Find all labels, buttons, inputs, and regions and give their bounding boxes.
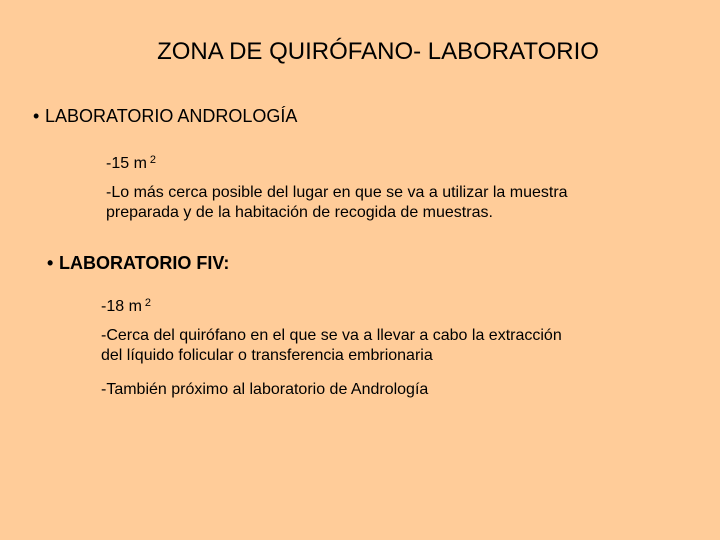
section-heading-text: LABORATORIO ANDROLOGÍA: [45, 106, 298, 126]
section-heading-text: LABORATORIO FIV:: [59, 253, 230, 273]
area-superscript: 2: [149, 154, 157, 166]
section-andrologia-area: [106, 150, 156, 174]
section-andrologia-heading: [33, 104, 297, 128]
bullet-dot: •: [47, 253, 54, 273]
area-value: -18 m: [101, 298, 142, 315]
point-line: del líquido folicular o transferencia embrionaria: [101, 347, 433, 364]
bullet-dot: •: [33, 106, 40, 126]
section-fiv-point: [101, 380, 428, 400]
section-andrologia-point: [106, 183, 568, 223]
point-line: -Lo más cerca posible del lugar en que se va a utilizar la muestra: [106, 184, 568, 201]
slide-title: ZONA DE QUIRÓFANO- LABORATORIO: [157, 38, 599, 65]
area-value: -15 m: [106, 155, 147, 172]
point-line: -Cerca del quirófano en el que se va a llevar a cabo la extracción: [101, 327, 562, 344]
point-line: -También próximo al laboratorio de Andrología: [101, 381, 429, 398]
point-line: preparada y de la habitación de recogida de muestras.: [106, 204, 493, 221]
section-fiv-heading: [47, 251, 229, 275]
section-fiv-point: [101, 326, 562, 366]
section-fiv-area: [101, 293, 151, 317]
area-superscript: 2: [144, 297, 152, 309]
